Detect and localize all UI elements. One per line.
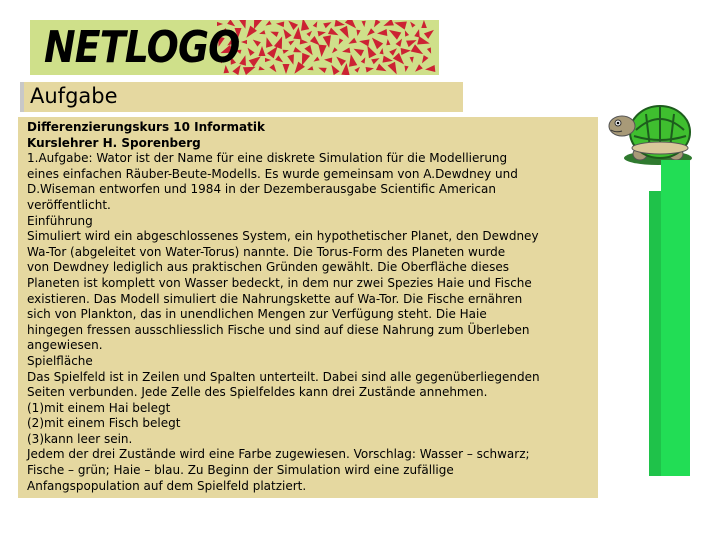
arrow-mark <box>408 20 415 27</box>
arrow-mark <box>364 44 377 59</box>
arrow-mark <box>288 39 295 46</box>
text-line: veröffentlicht. <box>27 197 111 212</box>
green-bar-left <box>649 191 661 476</box>
arrow-mark <box>387 26 402 39</box>
heading-bar <box>20 82 463 112</box>
arrow-mark <box>334 20 345 28</box>
arrow-mark <box>269 29 278 37</box>
text-line: existieren. Das Modell simuliert die Nahrungskette auf Wa-Tor. Die Fische ernähren <box>27 291 523 306</box>
arrow-mark <box>358 38 369 47</box>
text-line: Seiten verbunden. Jede Zelle des Spielfeldes kann drei Zustände annehmen. <box>27 385 488 400</box>
arrow-mark <box>251 37 261 46</box>
arrow-mark <box>425 65 436 73</box>
arrow-mark <box>365 28 375 38</box>
arrow-mark <box>347 38 357 47</box>
arrow-mark <box>347 53 358 66</box>
arrow-mark <box>403 29 409 36</box>
arrow-mark <box>265 58 271 62</box>
arrow-mark <box>259 46 266 56</box>
arrow-mark <box>293 47 302 55</box>
content-panel <box>18 117 598 498</box>
text-line: eines einfachen Räuber-Beute-Modells. Es wurde gemeinsam von A.Dewdney und <box>27 166 518 181</box>
arrow-mark <box>411 44 426 57</box>
arrow-mark <box>313 20 319 27</box>
turtle-icon <box>606 100 698 168</box>
text-line: 1.Aufgabe: Wator ist der Name für eine diskrete Simulation für die Modellierung <box>27 151 508 166</box>
arrow-mark <box>239 54 248 66</box>
arrow-mark <box>371 56 381 65</box>
arrow-mark <box>369 35 383 50</box>
arrow-mark <box>354 65 361 72</box>
arrow-mark <box>317 45 326 58</box>
arrow-mark <box>355 30 360 37</box>
arrow-mark <box>362 21 367 27</box>
green-bar-right <box>661 160 690 476</box>
arrow-mark <box>323 20 333 28</box>
arrow-mark <box>259 30 266 36</box>
arrow-mark <box>417 36 431 47</box>
text-line: Einführung <box>27 213 93 228</box>
arrow-mark <box>299 20 310 31</box>
arrow-mark <box>406 37 418 47</box>
body-text <box>27 151 590 494</box>
arrow-mark <box>317 65 326 73</box>
arrow-mark <box>366 65 375 72</box>
arrow-mark <box>312 57 319 64</box>
text-line: von Dewdney lediglich aus praktischen Gründen gewählt. Die Oberfläche dieses <box>27 260 509 275</box>
text-line: Simuliert wird ein abgeschlossenes System, ein hypothetischer Planet, den Dewdney <box>27 229 539 244</box>
arrow-mark <box>300 39 308 45</box>
text-line: D.Wiseman entworfen und 1984 in der Dezemberausgabe Scientific American <box>27 182 496 197</box>
course-title: Differenzierungskurs 10 Informatik <box>27 120 265 134</box>
arrow-mark <box>388 62 401 75</box>
arrow-mark <box>361 56 367 63</box>
arrow-mark <box>386 39 391 45</box>
arrow-mark <box>379 48 384 55</box>
teacher-line: Kurslehrer H. Sporenberg <box>27 135 201 150</box>
arrow-mark <box>340 26 353 41</box>
text-line: sich von Plankton, das in unendlichen Mengen zur Verfügung steht. Die Haie <box>27 307 487 322</box>
arrow-mark <box>413 64 423 74</box>
netlogo-logo <box>30 20 439 75</box>
text-line: Planeten ist komplett von Wasser bedeckt, in dem nur zwei Spezies Haie und Fische <box>27 275 532 290</box>
arrow-mark <box>330 47 337 54</box>
arrow-mark <box>334 54 346 66</box>
arrow-mark <box>306 29 313 36</box>
arrow-mark <box>286 20 298 30</box>
text-line: (2)mit einem Fisch belegt <box>27 416 181 431</box>
arrow-mark <box>424 27 436 39</box>
text-line: Fische – grün; Haie – blau. Zu Beginn der Simulation wird eine zufällige <box>27 463 454 478</box>
text-line: (3)kann leer sein. <box>27 431 133 446</box>
arrow-mark <box>259 66 266 72</box>
page-title: Aufgabe <box>30 84 118 108</box>
arrow-mark <box>283 64 290 74</box>
arrow-mark <box>337 38 343 45</box>
text-line: Das Spielfeld ist in Zeilen und Spalten unterteilt. Dabei sind alle gegenüberliegenden <box>27 369 540 384</box>
arrow-mark <box>328 63 339 75</box>
arrow-mark <box>377 29 388 37</box>
arrow-mark <box>307 66 314 72</box>
text-line: Anfangspopulation auf dem Spielfeld platziert. <box>27 478 307 493</box>
arrow-mark <box>241 40 247 44</box>
arrow-mark <box>401 47 412 55</box>
arrow-mark <box>293 27 302 40</box>
arrow-mark <box>393 20 407 30</box>
text-line: Jedem der drei Zustände wird eine Farbe zugewiesen. Vorschlag: Wasser – schwarz; <box>27 447 530 462</box>
arrow-mark <box>342 47 351 54</box>
text-line: (1)mit einem Hai belegt <box>27 400 171 415</box>
arrow-mark <box>263 36 272 48</box>
arrow-mark <box>264 21 271 28</box>
arrow-mark <box>341 63 350 75</box>
arrow-mark <box>382 56 393 65</box>
text-line: angewiesen. <box>27 338 103 353</box>
arrow-mark <box>376 64 388 75</box>
arrow-mark <box>276 21 284 27</box>
arrow-mark <box>414 28 421 37</box>
arrow-mark <box>410 57 415 63</box>
logo-text: NETLOGO <box>44 22 240 73</box>
arrow-mark <box>324 57 332 63</box>
arrow-mark <box>382 20 394 29</box>
arrow-mark <box>283 48 290 54</box>
arrow-mark <box>427 47 433 54</box>
arrow-mark <box>245 46 254 56</box>
arrow-mark <box>275 55 285 64</box>
text-line: Spielfläche <box>27 353 93 368</box>
arrow-mark <box>372 20 381 29</box>
arrow-mark <box>421 20 427 28</box>
arrow-mark <box>420 55 429 65</box>
arrow-mark <box>352 46 364 57</box>
text-line: hingegen fressen ausschliesslich Fische und sind auf diese Nahrung zum Überleben <box>27 322 530 337</box>
arrow-mark <box>269 64 278 74</box>
arrow-mark <box>274 35 286 49</box>
arrow-mark <box>403 66 408 73</box>
arrow-mark <box>318 29 327 36</box>
text-line: Wa-Tor (abgeleitet von Water-Torus) nannte. Die Torus-Form des Planeten wurde <box>27 244 506 259</box>
